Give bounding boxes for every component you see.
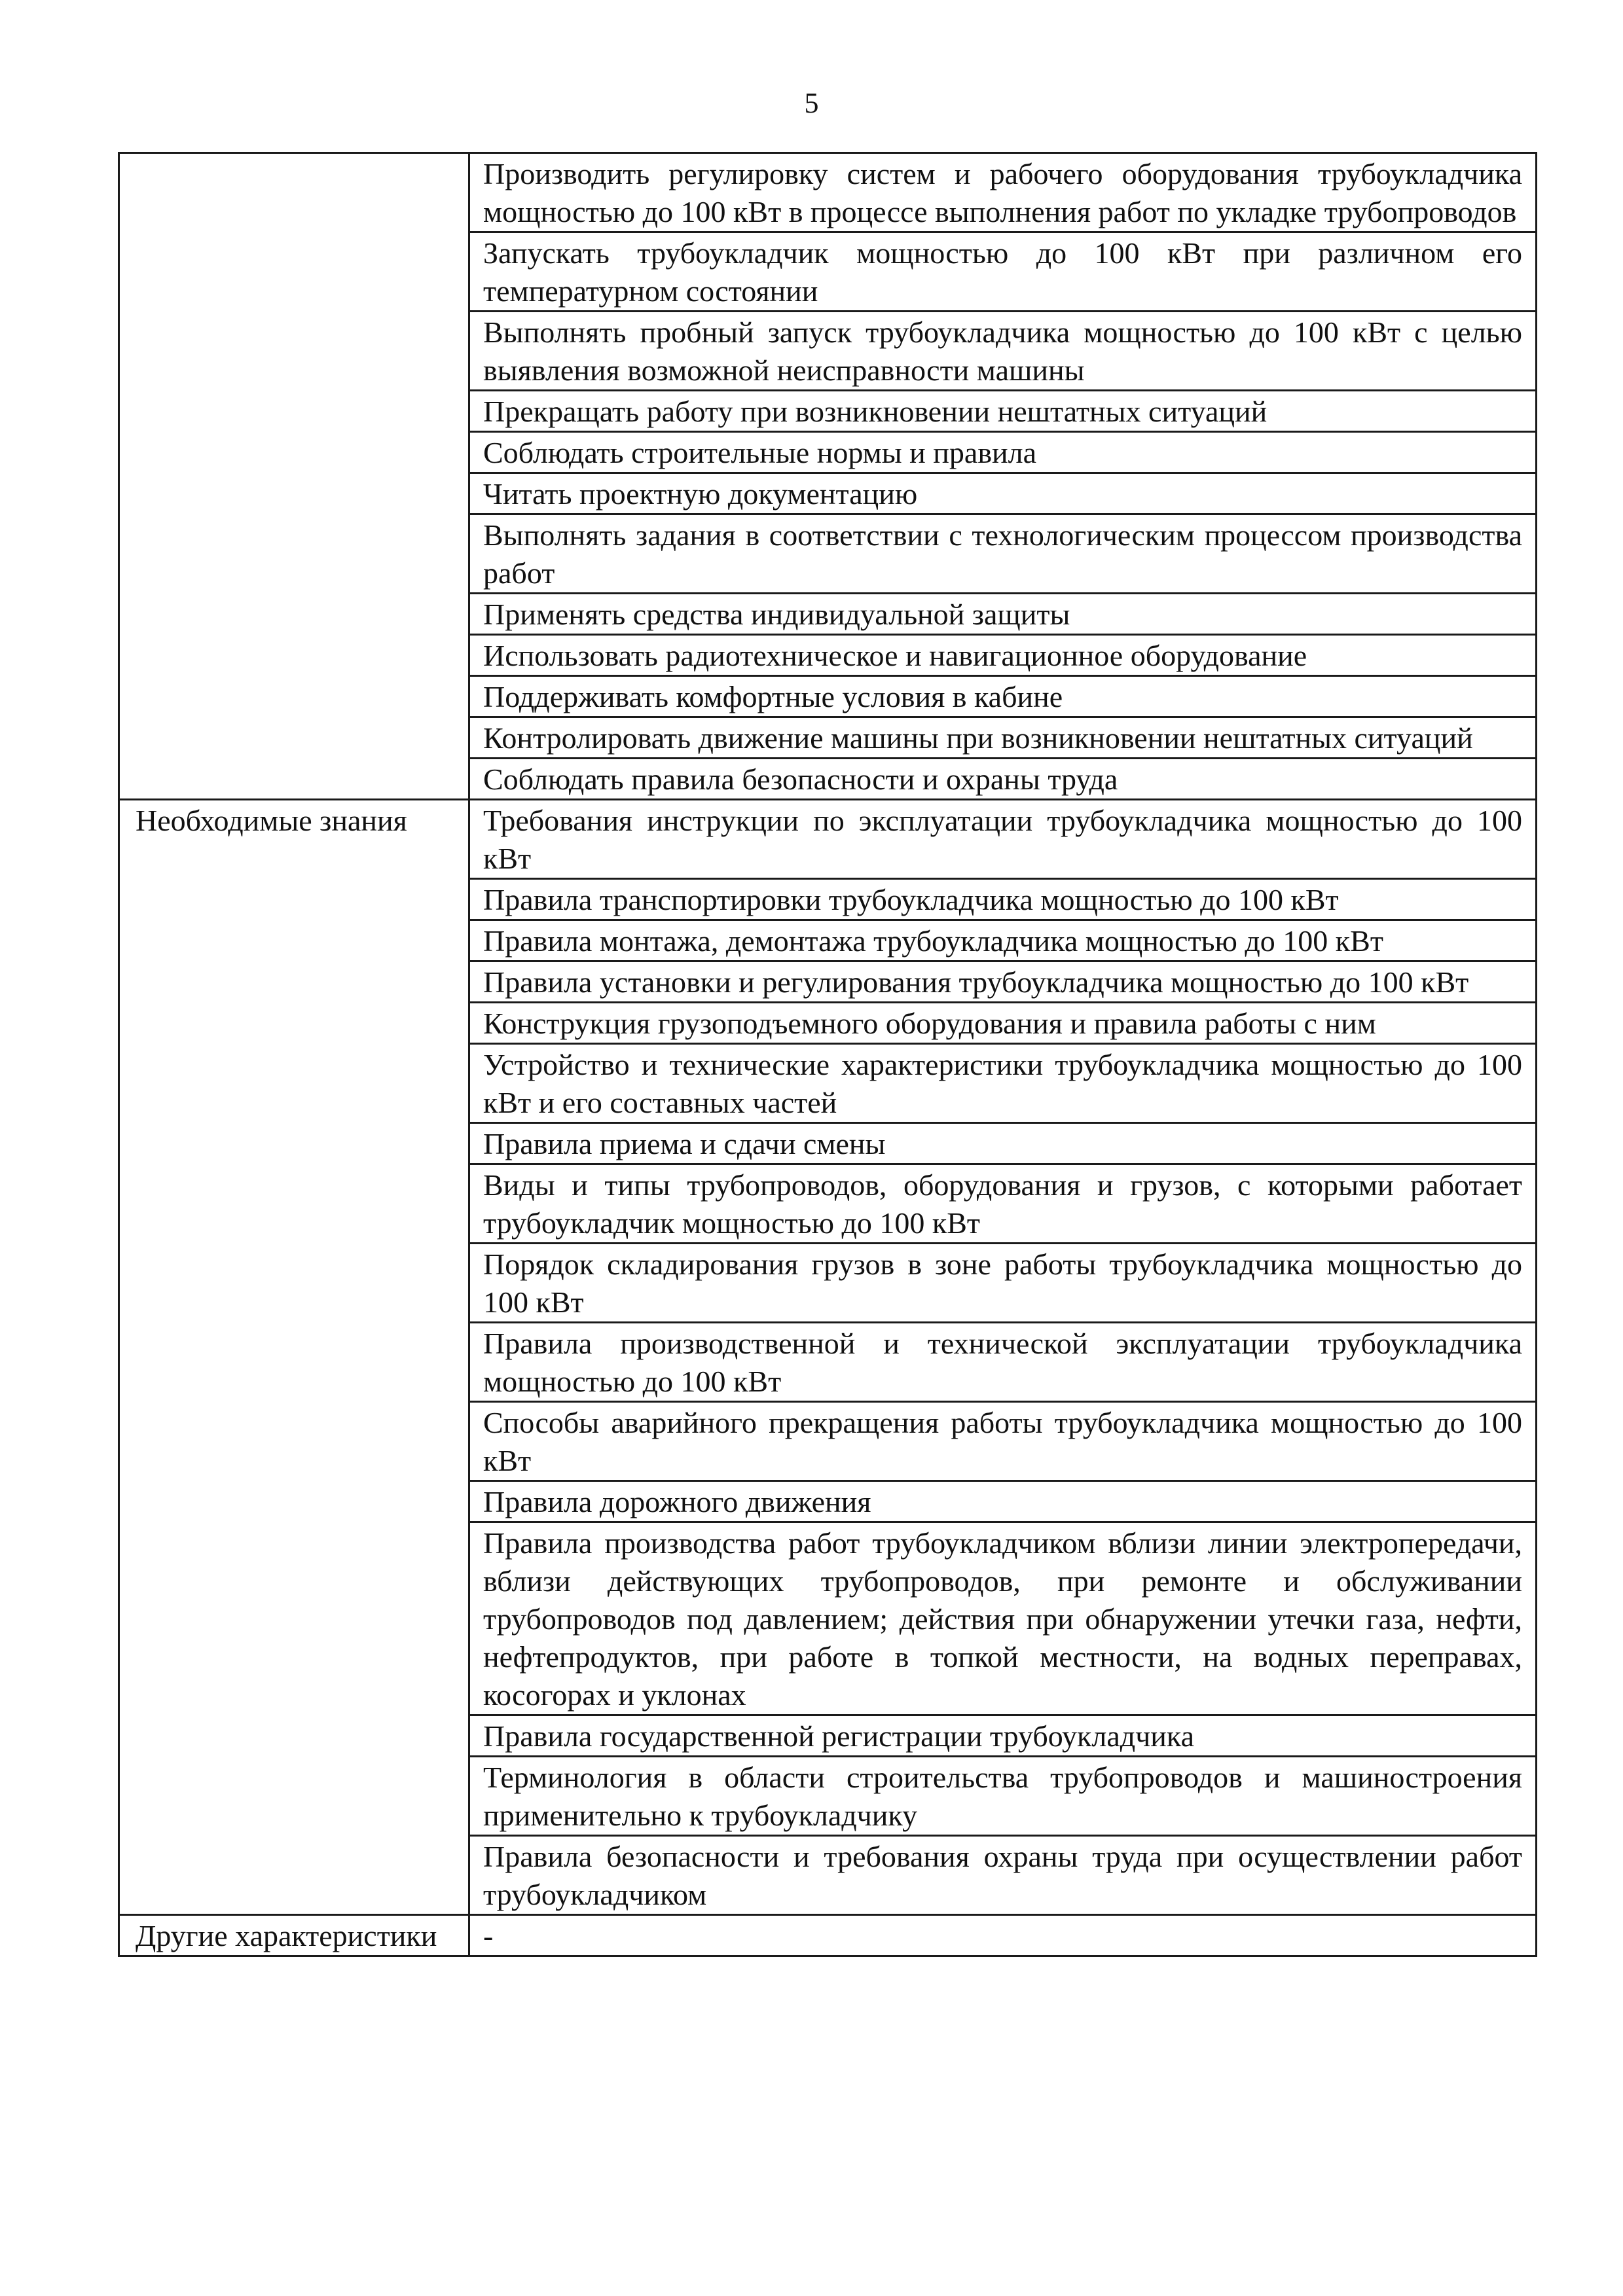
table-row (119, 1915, 1537, 1956)
knowledge-item: Правила транспортировки трубоукладчика мощностью до 100 кВт (469, 879, 1537, 920)
knowledge-item: Правила монтажа, демонтажа трубоукладчика мощностью до 100 кВт (469, 920, 1537, 961)
other-characteristics-label: Другие характеристики (119, 1915, 469, 1956)
skill-item: Прекращать работу при возникновении нештатных ситуаций (469, 391, 1537, 432)
skill-item: Применять средства индивидуальной защиты (469, 594, 1537, 635)
knowledge-item: Способы аварийного прекращения работы трубоукладчика мощностью до 100 кВт (469, 1402, 1537, 1481)
knowledge-item: Устройство и технические характеристики трубоукладчика мощностью до 100 кВт и его составных частей (469, 1044, 1537, 1123)
qualification-table (118, 152, 1537, 1957)
skill-item: Производить регулировку систем и рабочего оборудования трубоукладчика мощностью до 100 кВт в процессе выполнения работ по укладке трубопроводов (469, 153, 1537, 232)
table-row (119, 800, 1537, 879)
skill-item: Выполнять пробный запуск трубоукладчика мощностью до 100 кВт с целью выявления возможной неисправности машины (469, 312, 1537, 391)
knowledge-item: Правила государственной регистрации трубоукладчика (469, 1715, 1537, 1757)
knowledge-item: Конструкция грузоподъемного оборудования и правила работы с ним (469, 1003, 1537, 1044)
knowledge-item: Требования инструкции по эксплуатации трубоукладчика мощностью до 100 кВт (469, 800, 1537, 879)
skill-item: Запускать трубоукладчик мощностью до 100 кВт при различном его температурном состоянии (469, 232, 1537, 312)
page-number: 5 (804, 87, 819, 119)
knowledge-item: Правила дорожного движения (469, 1481, 1537, 1522)
knowledge-item: Правила приема и сдачи смены (469, 1123, 1537, 1164)
knowledge-item: Правила установки и регулирования трубоукладчика мощностью до 100 кВт (469, 961, 1537, 1003)
table-row (119, 153, 1537, 232)
knowledge-item: Правила производственной и технической эксплуатации трубоукладчика мощностью до 100 кВт (469, 1323, 1537, 1402)
knowledge-item: Виды и типы трубопроводов, оборудования и грузов, с которыми работает трубоукладчик мощностью до 100 кВт (469, 1164, 1537, 1244)
other-characteristics-value: - (469, 1915, 1537, 1956)
knowledge-item: Порядок складирования грузов в зоне работы трубоукладчика мощностью до 100 кВт (469, 1244, 1537, 1323)
knowledge-item: Терминология в области строительства трубопроводов и машиностроения применительно к трубоукладчику (469, 1757, 1537, 1836)
knowledge-item: Правила производства работ трубоукладчиком вблизи линии электропередачи, вблизи действующих трубопроводов, при ремонте и обслуживании трубопроводов под давлением; действия при обнаружении утечки газа, нефти, нефтепродуктов, при работе в топкой местности, на водных переправах, косогорах и уклонах (469, 1522, 1537, 1715)
skill-item: Контролировать движение машины при возникновении нештатных ситуаций (469, 717, 1537, 759)
knowledge-label: Необходимые знания (119, 800, 469, 1915)
skill-item: Поддерживать комфортные условия в кабине (469, 676, 1537, 717)
knowledge-item: Правила безопасности и требования охраны труда при осуществлении работ трубоукладчиком (469, 1836, 1537, 1915)
skill-item: Читать проектную документацию (469, 473, 1537, 514)
skill-item: Использовать радиотехническое и навигационное оборудование (469, 635, 1537, 676)
skill-item: Соблюдать строительные нормы и правила (469, 432, 1537, 473)
skill-item: Соблюдать правила безопасности и охраны труда (469, 759, 1537, 800)
skill-item: Выполнять задания в соответствии с технологическим процессом производства работ (469, 514, 1537, 594)
skills-label-cell (119, 153, 469, 800)
